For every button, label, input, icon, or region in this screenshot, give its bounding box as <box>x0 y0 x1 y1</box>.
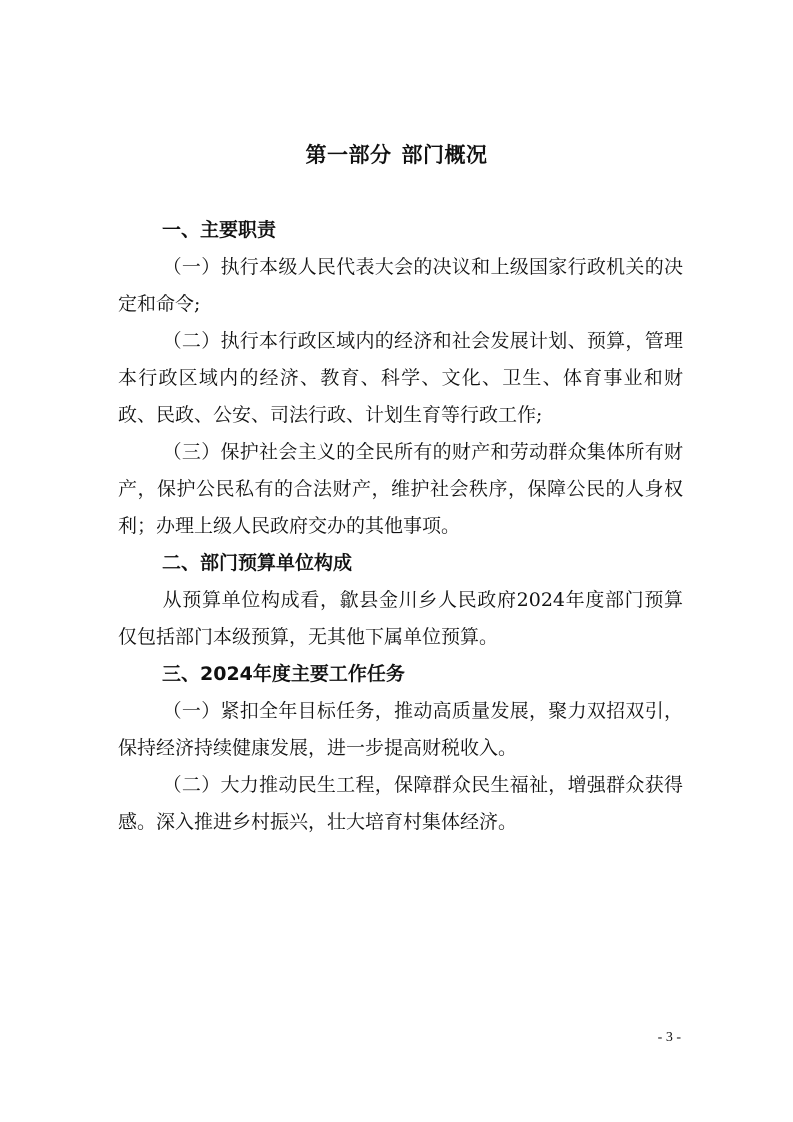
paragraph: （二）执行本行政区域内的经济和社会发展计划、预算，管理本行政区域内的经济、教育、科学、文化、卫生、体育事业和财政、民政、公安、司法行政、计划生育等行政工作; <box>118 330 683 426</box>
page-title <box>0 137 793 173</box>
section-duties <box>118 212 683 545</box>
paragraph: （一）紧扣全年目标任务，推动高质量发展，聚力双招双引，保持经济持续健康发展，进一步提高财税收入。 <box>118 700 683 759</box>
page-number: - 3 - <box>657 1030 681 1045</box>
paragraph: （一）执行本级人民代表大会的决议和上级国家行政机关的决定和命令; <box>118 256 683 315</box>
document-body <box>118 212 683 841</box>
title-part: 第一部分 <box>305 143 392 167</box>
section-budget-units <box>118 545 683 656</box>
section-heading: 三、2024年度主要工作任务 <box>162 663 405 685</box>
section-heading: 二、部门预算单位构成 <box>162 552 353 574</box>
section-work-tasks <box>118 656 683 841</box>
paragraph: 从预算单位构成看，歙县金川乡人民政府2024年度部门预算仅包括部门本级预算，无其他下属单位预算。 <box>118 589 683 648</box>
section-heading: 一、主要职责 <box>162 219 277 241</box>
paragraph: （二）大力推动民生工程，保障群众民生福祉，增强群众获得感。深入推进乡村振兴，壮大培育村集体经济。 <box>118 774 683 833</box>
title-name: 部门概况 <box>401 143 488 167</box>
paragraph: （三）保护社会主义的全民所有的财产和劳动群众集体所有财产，保护公民私有的合法财产，维护社会秩序，保障公民的人身权利；办理上级人民政府交办的其他事项。 <box>118 441 683 537</box>
